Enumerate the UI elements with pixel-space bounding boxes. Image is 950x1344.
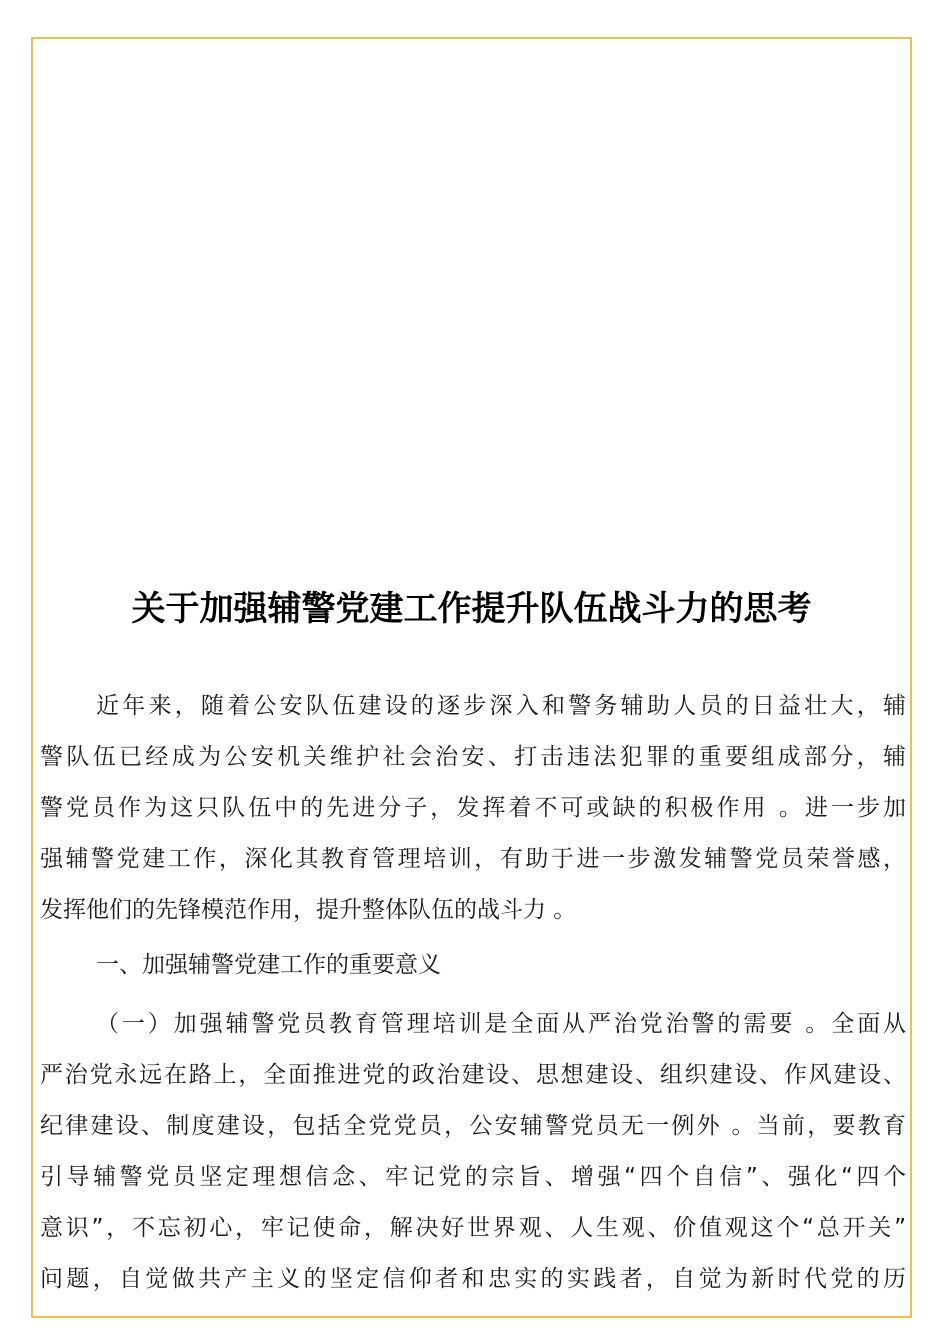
paragraph-line: 意识”，不忘初心，牢记使命，解决好世界观、人生观、价值观这个“总开关” bbox=[40, 1215, 906, 1241]
paragraph-line: 问题，自觉做共产主义的坚定信仰者和忠实的实践者，自觉为新时代党的历 bbox=[40, 1266, 906, 1292]
paragraph-intro bbox=[40, 681, 906, 936]
paragraph-line: 发挥他们的先锋模范作用，提升整体队伍的战斗力 。 bbox=[40, 897, 577, 923]
paragraph-line: 警党员作为这只队伍中的先进分子，发挥着不可或缺的积极作用 。进一步加 bbox=[40, 795, 906, 821]
document-title: 关于加强辅警党建工作提升队伍战斗力的思考 bbox=[131, 589, 812, 629]
paragraph-line: 纪律建设、制度建设，包括全党党员，公安辅警党员无一例外 。当前，要教育 bbox=[40, 1113, 906, 1139]
paragraph-line: 引导辅警党员坚定理想信念、牢记党的宗旨、增强“四个自信”、强化“四个 bbox=[40, 1164, 906, 1190]
section-heading-text: 一、加强辅警党建工作的重要意义 bbox=[96, 952, 441, 978]
paragraph-line: （一）加强辅警党员教育管理培训是全面从严治党治警的需要 。全面从 bbox=[96, 1011, 906, 1037]
section-heading bbox=[40, 940, 906, 991]
paragraph-line: 严治党永远在路上，全面推进党的政治建设、思想建设、组织建设、作风建设、 bbox=[40, 1062, 906, 1088]
paragraph-line: 近年来，随着公安队伍建设的逐步深入和警务辅助人员的日益壮大，辅 bbox=[96, 693, 906, 719]
paragraph-line: 强辅警党建工作，深化其教育管理培训，有助于进一步激发辅警党员荣誉感， bbox=[40, 846, 906, 872]
paragraph-line: 警队伍已经成为公安机关维护社会治安、打击违法犯罪的重要组成部分，辅 bbox=[40, 744, 906, 770]
paragraph-section-one bbox=[40, 999, 906, 1305]
